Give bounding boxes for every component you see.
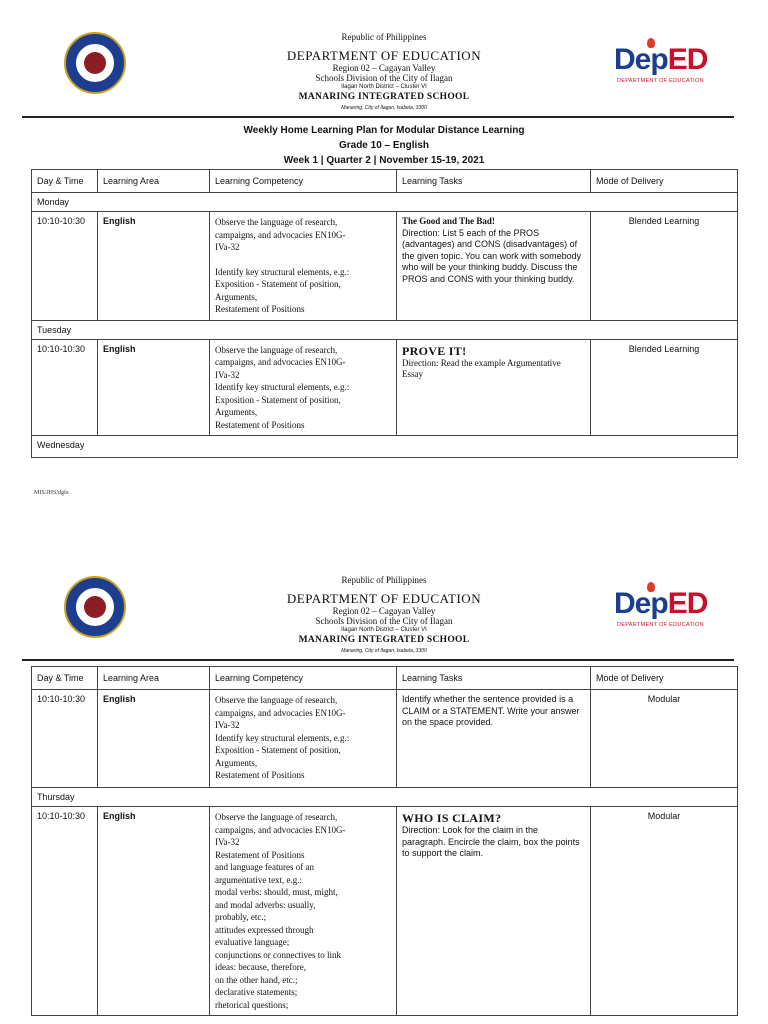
day-row-wednesday: [32, 436, 738, 458]
col-mode-of-delivery: Mode of Delivery: [591, 667, 738, 690]
task-line: Direction: List 5 each of the PROS: [402, 227, 540, 238]
header-region: Region 02 – Cagayan Valley: [332, 63, 436, 73]
competency-line: Identify key structural elements, e.g.:: [215, 266, 350, 277]
competency-cell: [210, 212, 397, 321]
time-cell: 10:10-10:30: [32, 807, 98, 1016]
header-school: MANARING INTEGRATED SCHOOL: [298, 92, 470, 102]
task-line: Essay: [402, 369, 423, 379]
col-learning-tasks: Learning Tasks: [397, 667, 591, 690]
plan-grade: Grade 10 – English: [338, 140, 430, 151]
table-header-row: [32, 170, 738, 193]
competency-line: Observe the language of research,: [215, 344, 338, 355]
task-line: paragraph. Encircle the claim, box the points: [402, 836, 580, 847]
header-division: Schools Division of the City of Ilagan: [315, 616, 453, 626]
competency-line: Identify key structural elements, e.g.:: [215, 732, 350, 743]
header-division: Schools Division of the City of Ilagan: [315, 73, 453, 83]
competency-spacer: [215, 254, 391, 266]
deped-logo: [614, 584, 724, 634]
time-cell: 10:10-10:30: [32, 212, 98, 321]
header-address: Manaring, City of Ilagan, Isabela, 3300: [341, 648, 427, 654]
competency-line: argumentative text, e.g.:: [215, 874, 303, 885]
task-cell: [397, 690, 591, 788]
competency-line: IVa-32: [215, 242, 240, 252]
table-row: [32, 690, 738, 788]
deped-logo-ed: ED: [667, 587, 708, 620]
competency-line: campaigns, and advocacies EN10G-: [215, 229, 346, 240]
competency-line: IVa-32: [215, 720, 240, 730]
header-region: Region 02 – Cagayan Valley: [332, 606, 436, 616]
header-school: MANARING INTEGRATED SCHOOL: [298, 635, 470, 645]
area-cell: English: [98, 212, 210, 321]
competency-line: Restatement of Positions: [215, 849, 305, 860]
table-row: [32, 339, 738, 436]
task-line: who will be your thinking buddy. Discuss the: [402, 262, 578, 272]
header-district: Ilagan North District – Cluster VI: [341, 627, 427, 633]
competency-line: Exposition - Statement of position,: [215, 279, 341, 289]
task-line: PROS and CONS with your thinking buddy.: [402, 273, 575, 284]
mode-cell: Blended Learning: [591, 212, 738, 321]
competency-line: IVa-32: [215, 837, 240, 847]
area-cell: English: [98, 807, 210, 1016]
competency-line: attitudes expressed through: [215, 924, 314, 935]
header-department: DEPARTMENT OF EDUCATION: [286, 48, 482, 63]
competency-line: and language features of an: [215, 862, 314, 872]
competency-line: Restatement of Positions: [215, 770, 305, 780]
competency-cell: [210, 807, 397, 1016]
task-cell: [397, 807, 591, 1016]
competency-line: IVa-32: [215, 369, 240, 380]
plan-table-page2: [31, 666, 738, 1016]
competency-line: declarative statements;: [215, 987, 298, 997]
task-line: Identify whether the sentence provided is a: [402, 694, 574, 704]
competency-line: Arguments,: [215, 407, 258, 417]
area-cell: English: [98, 690, 210, 788]
competency-line: on the other hand, etc.;: [215, 974, 298, 985]
competency-line: campaigns, and advocacies EN10G-: [215, 357, 346, 367]
table-row: [32, 807, 738, 1016]
col-learning-area: Learning Area: [98, 667, 210, 690]
day-label: Thursday: [32, 788, 738, 807]
competency-line: Observe the language of research,: [215, 812, 338, 822]
competency-line: modal verbs: should, must, might,: [215, 887, 338, 897]
competency-line: Arguments,: [215, 291, 258, 302]
competency-line: campaigns, and advocacies EN10G-: [215, 824, 346, 835]
header-rule: [22, 659, 734, 661]
competency-line: Observe the language of research,: [215, 217, 338, 227]
competency-line: Restatement of Positions: [215, 419, 305, 430]
task-line: the given topic. You can work with somebody: [402, 250, 582, 261]
col-learning-area: Learning Area: [98, 170, 210, 193]
header-rule: [22, 116, 734, 118]
time-cell: 10:10-10:30: [32, 339, 98, 436]
plan-week: Week 1 | Quarter 2 | November 15-19, 2021: [283, 155, 485, 166]
task-line: on the space provided.: [402, 717, 494, 727]
task-line: CLAIM or a STATEMENT. Write your answer: [402, 705, 580, 716]
header-republic: Republic of Philippines: [341, 575, 427, 585]
deped-logo: [614, 40, 724, 90]
header-republic: Republic of Philippines: [341, 32, 427, 42]
task-title: The Good and The Bad!: [402, 216, 495, 226]
plan-table-page1: [31, 169, 738, 458]
competency-line: Exposition - Statement of position,: [215, 745, 341, 755]
mode-cell: Blended Learning: [591, 339, 738, 436]
competency-line: campaigns, and advocacies EN10G-: [215, 707, 346, 718]
competency-line: Identify key structural elements, e.g.:: [215, 382, 350, 392]
col-mode-of-delivery: Mode of Delivery: [591, 170, 738, 193]
day-row-monday: [32, 193, 738, 212]
col-learning-competency: Learning Competency: [210, 667, 397, 690]
competency-line: ideas: because, therefore,: [215, 962, 306, 972]
competency-cell: [210, 339, 397, 436]
day-row-thursday: [32, 788, 738, 807]
deped-logo-de: Dep: [614, 43, 668, 76]
competency-line: Exposition - Statement of position,: [215, 394, 341, 405]
day-row-tuesday: [32, 320, 738, 339]
task-title: WHO IS CLAIM?: [402, 811, 502, 825]
task-cell: [397, 212, 591, 321]
footer-note: MIS/JHS/dgfa: [34, 490, 69, 496]
day-label: Wednesday: [32, 436, 738, 458]
table-row: [32, 212, 738, 321]
deped-logo-sub: DEPARTMENT OF EDUCATION: [617, 622, 704, 628]
competency-line: Observe the language of research,: [215, 695, 338, 705]
task-line: Direction: Read the example Argumentative: [402, 357, 561, 368]
mode-cell: Modular: [591, 807, 738, 1016]
day-label: Tuesday: [32, 320, 738, 339]
competency-line: conjunctions or connectives to link: [215, 949, 341, 960]
area-cell: English: [98, 339, 210, 436]
competency-line: and modal adverbs: usually,: [215, 899, 316, 910]
competency-line: probably, etc.;: [215, 912, 267, 922]
task-cell: [397, 339, 591, 436]
task-line: Direction: Look for the claim in the: [402, 825, 539, 835]
competency-line: Arguments,: [215, 757, 258, 768]
competency-line: evaluative language;: [215, 937, 290, 947]
col-day-time: Day & Time: [32, 170, 98, 193]
deped-logo-sub: DEPARTMENT OF EDUCATION: [617, 78, 704, 84]
deped-logo-de: Dep: [614, 587, 668, 620]
table-header-row: [32, 667, 738, 690]
mode-cell: Modular: [591, 690, 738, 788]
competency-line: rhetorical questions;: [215, 999, 289, 1010]
time-cell: 10:10-10:30: [32, 690, 98, 788]
plan-title: Weekly Home Learning Plan for Modular Distance Learning: [243, 125, 525, 136]
competency-line: Restatement of Positions: [215, 304, 305, 314]
task-line: (advantages) and CONS (disadvantages) of: [402, 239, 578, 249]
col-learning-competency: Learning Competency: [210, 170, 397, 193]
col-learning-tasks: Learning Tasks: [397, 170, 591, 193]
task-line: to support the claim.: [402, 848, 484, 858]
header-district: Ilagan North District – Cluster VI: [341, 84, 427, 90]
day-label: Monday: [32, 193, 738, 212]
competency-cell: [210, 690, 397, 788]
header-department: DEPARTMENT OF EDUCATION: [286, 591, 482, 606]
col-day-time: Day & Time: [32, 667, 98, 690]
header-address: Manaring, City of Ilagan, Isabela, 3300: [341, 105, 427, 111]
deped-logo-ed: ED: [667, 43, 708, 76]
task-title: PROVE IT!: [402, 343, 467, 358]
